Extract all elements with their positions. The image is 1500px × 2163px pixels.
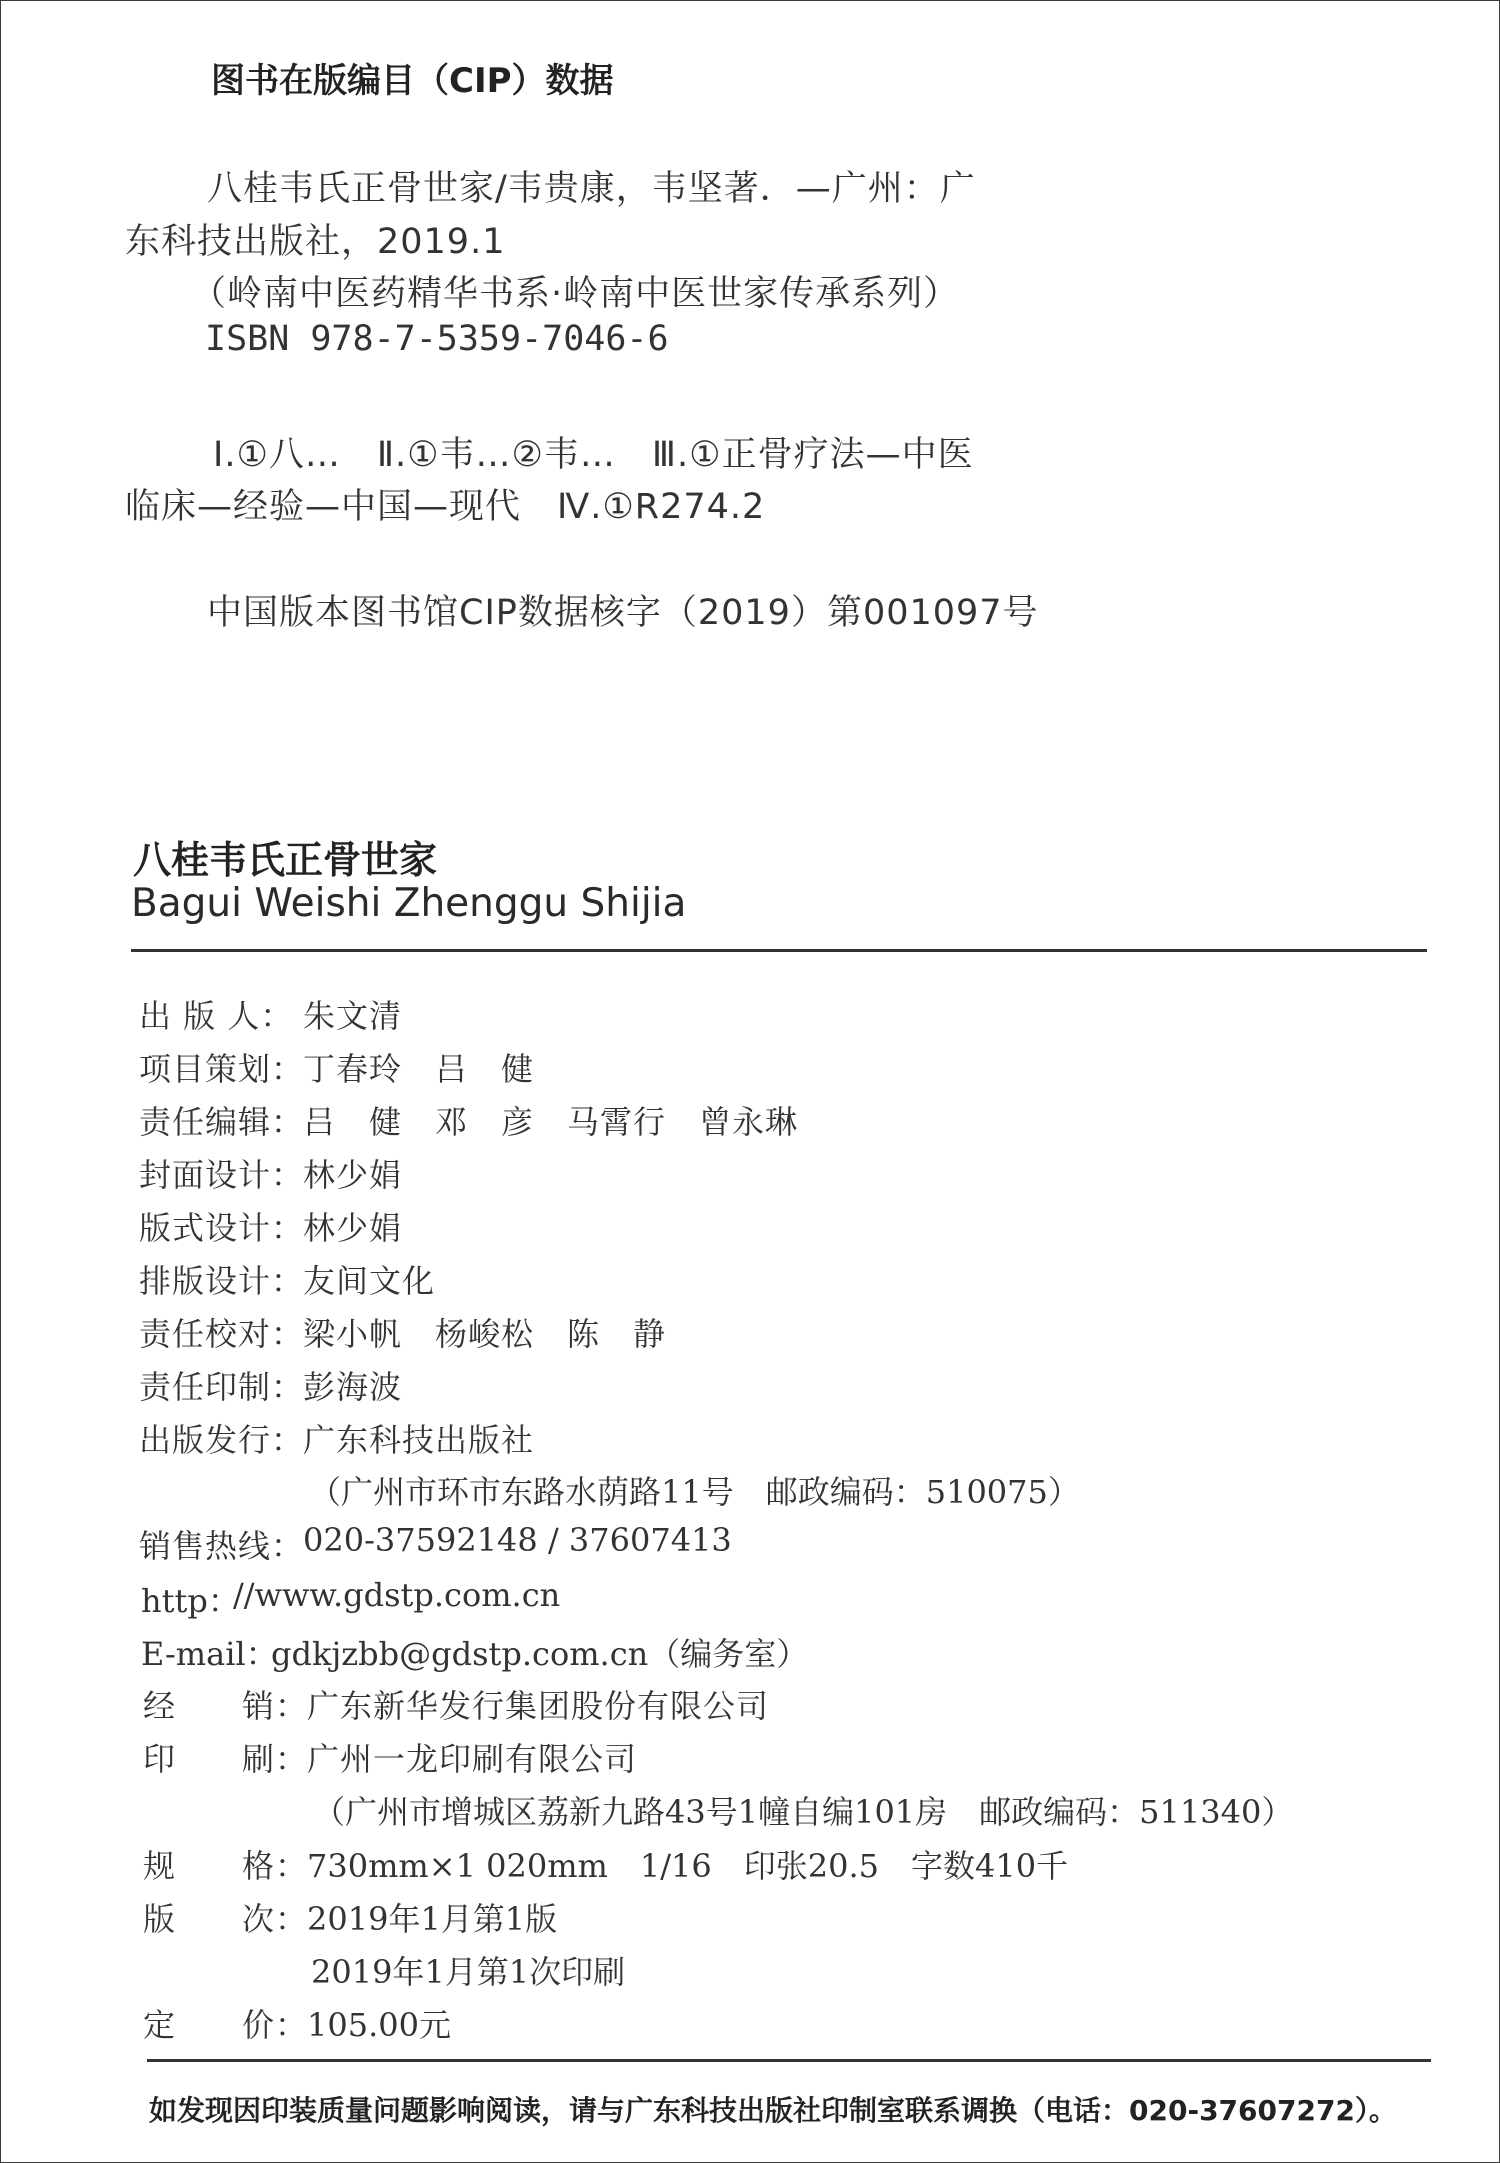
cip-isbn: ISBN 978-7-5359-7046-6: [205, 319, 669, 359]
credit-value: 广东科技出版社: [303, 1421, 535, 1459]
credit-value: 丁春玲 吕 健: [303, 1050, 535, 1088]
credit-value: 广东新华发行集团股份有限公司: [307, 1687, 770, 1725]
credit-label: 责任编辑：: [139, 1103, 305, 1141]
credit-value: 林少娟: [303, 1156, 403, 1194]
http-label: http：: [141, 1582, 240, 1620]
credit-label: 责任印制：: [139, 1368, 305, 1406]
credit-label: 排版设计：: [139, 1262, 305, 1300]
cip-classification-2: 临床—经验—中国—现代 Ⅳ.①R274.2: [125, 487, 766, 527]
credit-value: 广州一龙印刷有限公司: [307, 1740, 638, 1778]
email-label: E-mail：: [141, 1635, 278, 1673]
credit-value: 彭海波: [303, 1368, 403, 1406]
cip-line-2: 东科技出版社，2019.1: [125, 222, 506, 262]
credit-label: 项目策划：: [139, 1050, 305, 1088]
quality-notice: 如发现因印装质量问题影响阅读，请与广东科技出版社印制室联系调换（电话：020-37607272）。: [149, 2094, 1397, 2127]
email-link[interactable]: gdkjzbb@gdstp.com.cn（编务室）: [271, 1635, 809, 1673]
cip-check-number: 中国版本图书馆CIP数据核字（2019）第001097号: [207, 593, 1039, 633]
credit-value: 梁小帆 杨峻松 陈 静: [303, 1315, 667, 1353]
credit-value: 吕 健 邓 彦 马霄行 曾永琳: [303, 1103, 799, 1141]
price: 105.00元: [307, 2006, 451, 2044]
credit-label: 定 价：: [143, 2006, 309, 2044]
credit-value: 朱文清: [303, 997, 403, 1035]
cip-classification-1: Ⅰ.①八… Ⅱ.①韦…②韦… Ⅲ.①正骨疗法—中医: [213, 435, 974, 475]
sales-hotline: 020-37592148 / 37607413: [303, 1521, 732, 1559]
credit-label: 版 次：: [143, 1900, 309, 1938]
cip-line-3: （岭南中医药精华书系·岭南中医世家传承系列）: [191, 274, 960, 314]
printing: 2019年1月第1次印刷: [311, 1953, 626, 1991]
publisher-address: （广州市环市东路水荫路11号 邮政编码：510075）: [309, 1473, 1080, 1511]
cip-heading: 图书在版编目（CIP）数据: [211, 61, 614, 101]
credit-label: 封面设计：: [139, 1156, 305, 1194]
credit-label: 印 刷：: [143, 1740, 309, 1778]
edition: 2019年1月第1版: [307, 1900, 558, 1938]
credit-label: 销售热线：: [139, 1527, 305, 1565]
credit-label: 出 版 人：: [139, 997, 294, 1035]
credit-label: 规 格：: [143, 1847, 309, 1885]
printer-address: （广州市增城区荔新九路43号1幢自编101房 邮政编码：511340）: [313, 1793, 1294, 1831]
credit-label: 出版发行：: [139, 1421, 305, 1459]
credit-value: 林少娟: [303, 1209, 403, 1247]
credit-label: 版式设计：: [139, 1209, 305, 1247]
cip-line-1: 八桂韦氏正骨世家/韦贵康，韦坚著．—广州：广: [207, 169, 976, 209]
website-link[interactable]: //www.gdstp.com.cn: [233, 1576, 561, 1614]
credit-label: 经 销：: [143, 1687, 309, 1725]
book-title-pinyin: Bagui Weishi Zhenggu Shijia: [131, 881, 687, 926]
divider-bottom: [147, 2059, 1431, 2062]
credit-label: 责任校对：: [139, 1315, 305, 1353]
credit-value: 友间文化: [303, 1262, 436, 1300]
format-spec: 730mm×1 020mm 1/16 印张20.5 字数410千: [307, 1847, 1069, 1885]
divider-top: [131, 949, 1427, 952]
book-title-chinese: 八桂韦氏正骨世家: [133, 838, 438, 882]
